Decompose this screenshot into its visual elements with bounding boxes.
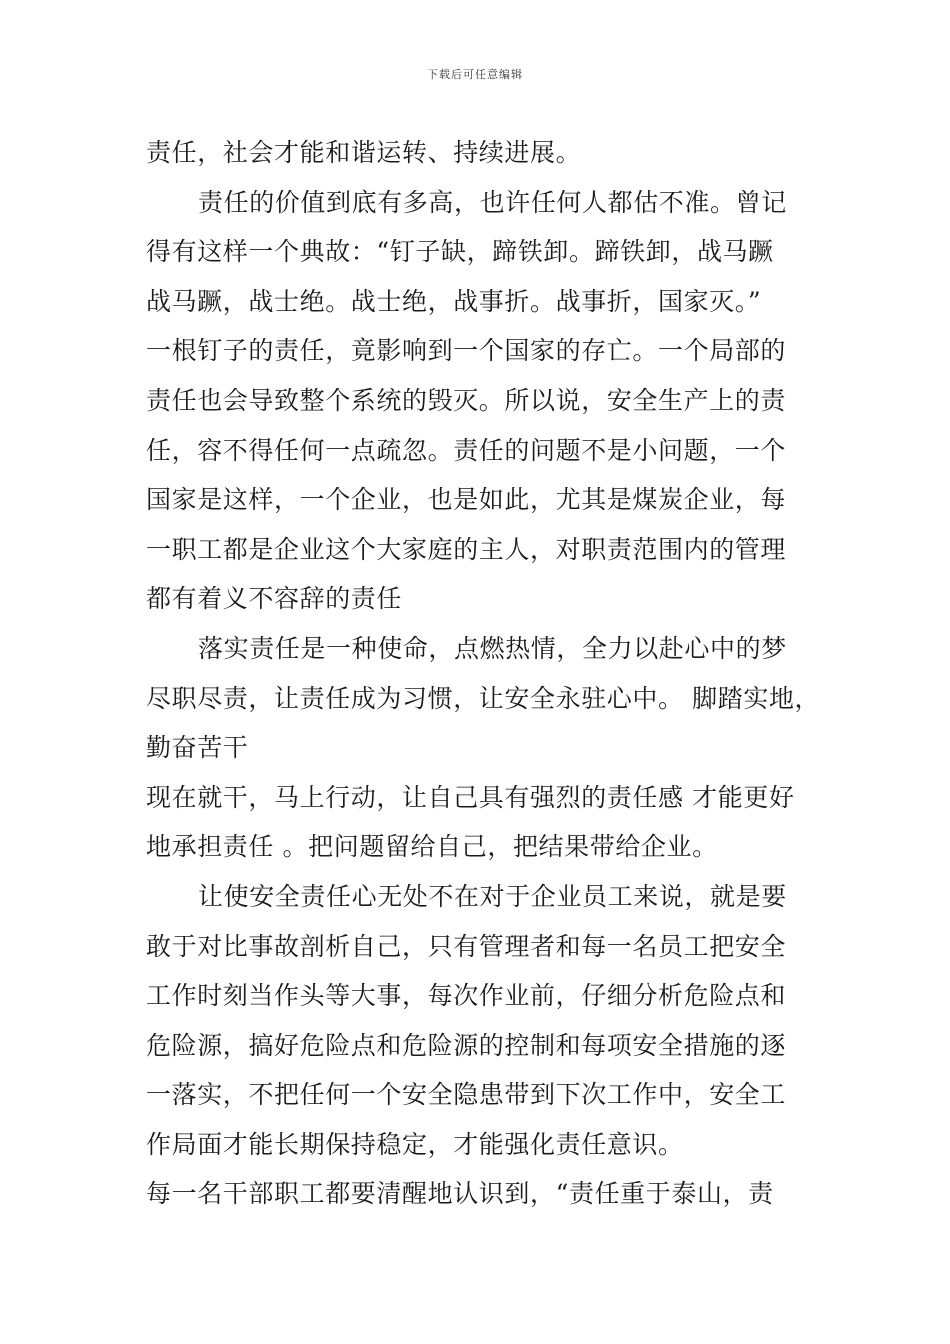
text-line: 责任也会导致整个系统的毁灭。所以说，安全生产上的责	[146, 385, 787, 415]
text-line: 责任的价值到底有多高，也许任何人都估不准。曾记	[198, 187, 787, 217]
page-header: 下载后可任意编辑	[427, 68, 523, 81]
text-line: 敢于对比事故剖析自己，只有管理者和每一名员工把安全	[146, 931, 787, 961]
text-line: 一职工都是企业这个大家庭的主人，对职责范围内的管理	[146, 534, 787, 564]
text-line: 落实责任是一种使命，点燃热情，全力以赴心中的梦	[198, 633, 787, 663]
text-line: 一根钉子的责任，竟影响到一个国家的存亡。一个局部的	[146, 336, 787, 366]
text-line: 危险源，搞好危险点和危险源的控制和每项安全措施的逐	[146, 1030, 787, 1060]
text-line: 每一名干部职工都要清醒地认识到，“责任重于泰山，责	[146, 1179, 774, 1209]
text-line: 责任，社会才能和谐运转、持续进展。	[146, 138, 582, 167]
text-line: 工作时刻当作头等大事，每次作业前，仔细分析危险点和	[146, 981, 787, 1011]
text-line: 国家是这样，一个企业，也是如此，尤其是煤炭企业，每	[146, 485, 787, 515]
text-line: 让使安全责任心无处不在对于企业员工来说，就是要	[198, 881, 787, 911]
text-line: 现在就干，马上行动，让自己具有强烈的责任感 才能更好	[146, 782, 795, 812]
text-line: 尽职尽责，让责任成为习惯，让安全永驻心中。 脚踏实地，	[146, 683, 821, 713]
text-line: 战马蹶，战士绝。战士绝，战事折。战事折，国家灭。”	[146, 286, 762, 316]
text-line: 得有这样一个典故：“钉子缺，蹄铁卸。蹄铁卸，战马蹶	[146, 237, 774, 267]
text-line: 作局面才能长期保持稳定，才能强化责任意识。	[146, 1129, 684, 1159]
document-body	[146, 128, 826, 1219]
text-line: 一落实，不把任何一个安全隐患带到下次工作中，安全工	[146, 1080, 787, 1110]
text-line: 勤奋苦干	[146, 733, 249, 763]
text-line: 地承担责任 。把问题留给自己，把结果带给企业。	[146, 832, 718, 862]
text-line: 都有着义不容辞的责任	[146, 584, 403, 614]
text-line: 任，容不得任何一点疏忽。责任的问题不是小问题，一个	[146, 435, 787, 465]
